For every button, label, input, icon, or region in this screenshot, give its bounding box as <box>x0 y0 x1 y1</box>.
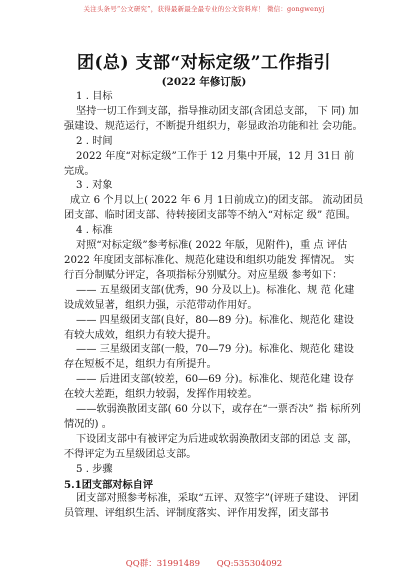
section-heading-steps: 5 . 步骤 <box>76 463 113 475</box>
general-branch-rule: 下设团支部中有被评定为后进或软弱涣散团支部的团总 支 部，不得评定为五星级团总支部。 <box>64 433 358 460</box>
level-weak: ——软弱涣散团支部( 60 分以下，或存在“一票否决” 指 标所列情况的) 。 <box>64 404 361 430</box>
qq-group-number: QQ群：31991489 <box>125 559 200 569</box>
time-paragraph: 2022 年度“对标定级”工作于 12 月集中开展，12 月 31日 前完成。 <box>64 150 355 177</box>
qq-number: QQ:535304092 <box>216 559 283 569</box>
section-heading-goal: 1 . 目标 <box>76 91 113 102</box>
level-five-star: —— 五星级团支部(优秀，90 分及以上)。标准化、规 范 化建设成效显著，组织力强，示范带动作用好。 <box>64 284 355 311</box>
section-heading-standard: 4 . 标准 <box>76 225 113 237</box>
level-lagging: —— 后进团支部(较差，60—69 分)。标准化、规范化建 设存在较大差距，组织力较弱，发挥作用较差。 <box>64 374 354 401</box>
subsection-heading-self-assessment: 5.1团支部对标自评 <box>64 478 154 491</box>
page-subtitle: (2022 年修订版) <box>161 76 247 88</box>
level-three-star: —— 三星级团支部(一般，70—79 分)。标准化、规范化 建设存在短板不足，组织力有所提升。 <box>64 344 354 371</box>
level-four-star: —— 四星级团支部(良好，80—89 分)。标准化、规范化 建设有较大成效，组织力有较大提升。 <box>64 314 354 341</box>
self-assessment-paragraph: 团支部对照参考标准，采取“五评、双签字”(评班子建设、 评团员管理、评组织生活、评制度落实、评作用发挥，团支部书 <box>64 493 359 520</box>
page-title: 团(总) 支部“对标定级”工作指引 <box>76 53 332 73</box>
document-body <box>64 90 364 522</box>
goal-paragraph: 坚持一切工作到支部，指导推动团支部(含团总支部， 下 同) 加强建设、规范运行，不断提升组织力，彰显政治功能和社 会功能。 <box>64 105 363 132</box>
standard-paragraph: 对照“对标定级”参考标准( 2022 年版，见附件)，重 点 评估 2022 年度团支部标准化、规范化建设和组织功能发 挥情况。 实行百分制赋分评定，各项指标分别赋分。对应星级 参考如下： <box>64 240 355 281</box>
footer-contacts <box>0 557 408 569</box>
section-heading-time: 2 . 时间 <box>76 135 113 147</box>
target-paragraph: 成立 6 个月以上( 2022 年 6 月 1日前成立)的团支部。 流动团员团支部、临时团支部、待转接团支部等不纳入“对标定 级” 范围。 <box>64 195 364 222</box>
section-heading-target: 3 . 对象 <box>76 180 113 192</box>
header-notice: 关注头条号“公文研究”，获得最新最全最专业的公文资料库！ 微信：gongwenyj <box>83 5 325 13</box>
